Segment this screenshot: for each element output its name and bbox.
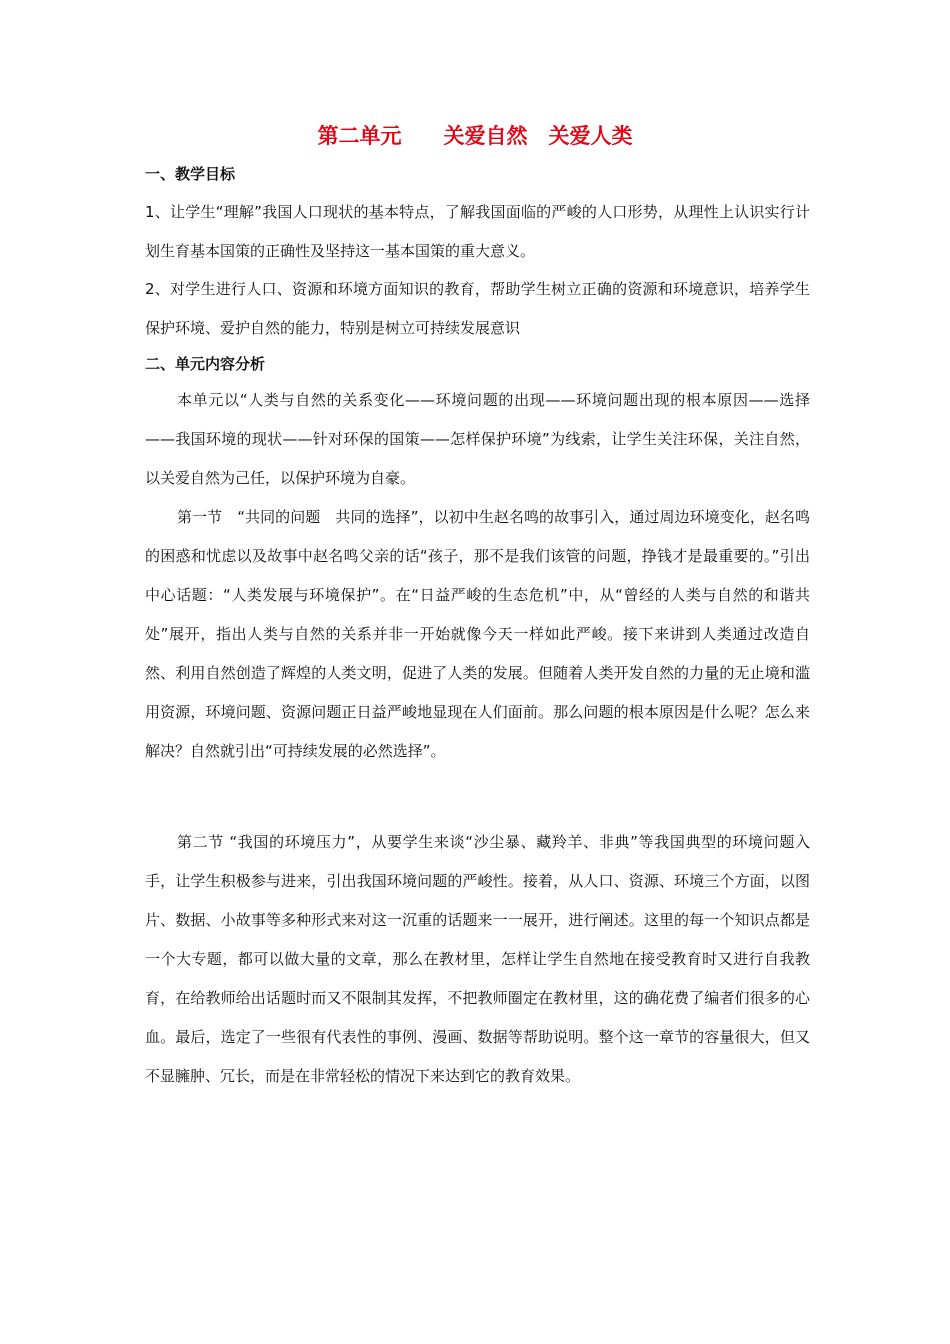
section-heading-unit-analysis: 二、单元内容分析 bbox=[145, 355, 266, 373]
analysis-paragraph-overview: 本单元以“人类与自然的关系变化——环境问题的出现——环境问题出现的根本原因——选择——我国环境的现状——针对环保的国策——怎样保护环境”为线索，让学生关注环保，关注自然，以关爱自然为己任，以保护环境为自豪。 bbox=[145, 391, 810, 487]
document-title: 第二单元 关爱自然 关爱人类 bbox=[317, 124, 633, 148]
goal-paragraph-1: 1、让学生“理解”我国人口现状的基本特点，了解我国面临的严峻的人口形势，从理性上认识实行计划生育基本国策的正确性及坚持这一基本国策的重大意义。 bbox=[145, 203, 810, 260]
analysis-paragraph-section-1: 第一节 “共同的问题 共同的选择”，以初中生赵名鸣的故事引入，通过周边环境变化，赵名鸣的困惑和忧虑以及故事中赵名鸣父亲的话“孩子，那不是我们该管的问题，挣钱才是最重要的。”引出中心话题：“人类发展与环境保护”。在“日益严峻的生态危机”中，从“曾经的人类与自然的和谐共处”展开，指出人类与自然的关系并非一开始就像今天一样如此严峻。接下来讲到人类通过改造自然、利用自然创造了辉煌的人类文明，促进了人类的发展。但随着人类开发自然的力量的无止境和滥用资源，环境问题、资源问题正日益严峻地显现在人们面前。那么问题的根本原因是什么呢？怎么来解决？自然就引出“可持续发展的必然选择”。 bbox=[145, 508, 810, 760]
goal-paragraph-2: 2、对学生进行人口、资源和环境方面知识的教育，帮助学生树立正确的资源和环境意识，培养学生保护环境、爱护自然的能力，特别是树立可持续发展意识 bbox=[145, 280, 810, 337]
analysis-paragraph-section-2: 第二节 “我国的环境压力”，从要学生来谈“沙尘暴、藏羚羊、非典”等我国典型的环境问题入手，让学生积极参与进来，引出我国环境问题的严峻性。接着，从人口、资源、环境三个方面，以图片、数据、小故事等多种形式来对这一沉重的话题来一一展开，进行阐述。这里的每一个知识点都是一个大专题，都可以做大量的文章，那么在教材里，怎样让学生自然地在接受教育时又进行自我教育，在给教师给出话题时而又不限制其发挥，不把教师圈定在教材里，这的确花费了编者们很多的心血。最后，选定了一些很有代表性的事例、漫画、数据等帮助说明。整个这一章节的容量很大，但又不显臃肿、冗长，而是在非常轻松的情况下来达到它的教育效果。 bbox=[145, 833, 810, 1085]
section-heading-teaching-goals: 一、教学目标 bbox=[145, 165, 236, 183]
